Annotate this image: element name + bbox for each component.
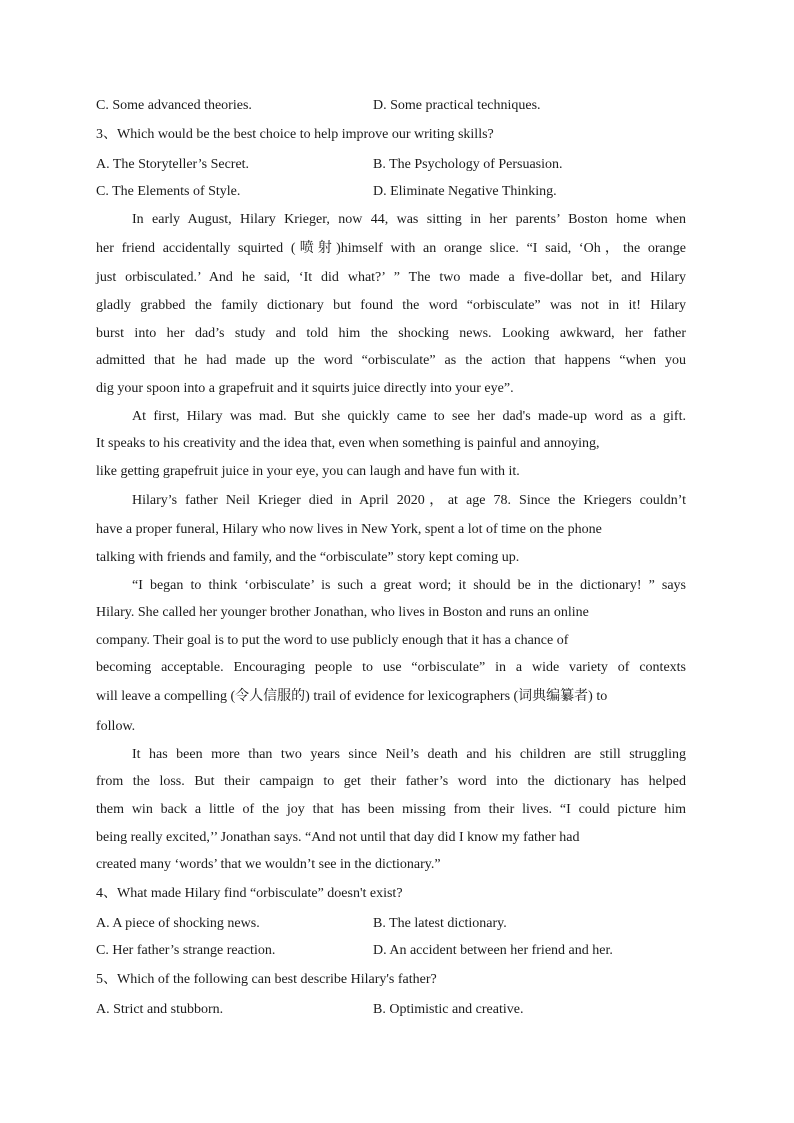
passage-line: It has been more than two years since Neil’s death and his children are still struggling [132,747,686,762]
q4-option-a: A. A piece of shocking news. [96,916,260,931]
q2-option-d: D. Some practical techniques. [373,98,541,113]
passage-line: Hilary. She called her younger brother Jonathan, who lives in Boston and runs an online [96,605,589,620]
passage-line: created many ‘words’ that we wouldn’t see in the dictionary.” [96,857,441,872]
passage-line: becoming acceptable. Encouraging people to use “orbisculate” in a wide variety of contexts [96,660,686,675]
passage-line: In early August, Hilary Krieger, now 44, was sitting in her parents’ Boston home when [132,212,686,227]
passage-line: company. Their goal is to put the word to use publicly enough that it has a chance of [96,633,569,648]
q3-stem: 3、Which would be the best choice to help improve our writing skills? [96,127,494,142]
passage-line: admitted that he had made up the word “orbisculate” as the action that happens “when you [96,353,686,368]
passage-line: from the loss. But their campaign to get their father’s word into the dictionary has helped [96,774,686,789]
passage-line: have a proper funeral, Hilary who now lives in New York, spent a lot of time on the phone [96,522,602,537]
q5-option-a: A. Strict and stubborn. [96,1002,224,1017]
passage-line: dig your spoon into a grapefruit and it squirts juice directly into your eye”. [96,381,514,396]
passage-line: just orbisculated.’ And he said, ‘It did what?’ ” The two made a five-dollar bet, and Hilary [96,270,686,285]
passage-line: her friend accidentally squirted (喷射)himself with an orange slice. “I said, ‘Oh，the orange [96,241,686,256]
passage-line: burst into her dad’s study and told him the shocking news. Looking awkward, her father [96,326,686,341]
q2-option-c: C. Some advanced theories. [96,98,252,113]
q4-option-d: D. An accident between her friend and her. [373,943,613,958]
passage-line: like getting grapefruit juice in your eye, you can laugh and have fun with it. [96,464,520,479]
passage-line: them win back a little of the joy that has been missing from their lives. “I could picture him [96,802,686,817]
passage-line: “I began to think ‘orbisculate’ is such a great word; it should be in the dictionary! ” says [132,578,686,593]
q4-stem: 4、What made Hilary find “orbisculate” doesn't exist? [96,886,403,901]
q5-option-b: B. Optimistic and creative. [373,1002,524,1017]
passage-line: follow. [96,719,136,734]
q4-option-b: B. The latest dictionary. [373,916,507,931]
q3-option-d: D. Eliminate Negative Thinking. [373,184,557,199]
passage-line: talking with friends and family, and the “orbisculate” story kept coming up. [96,550,520,565]
passage-line: being really excited,’’ Jonathan says. “And not until that day did I know my father had [96,830,580,845]
passage-line: At first, Hilary was mad. But she quickly came to see her dad's made-up word as a gift. [132,409,686,424]
passage-line: Hilary’s father Neil Krieger died in April 2020，at age 78. Since the Kriegers couldn’t [132,493,686,508]
q4-option-c: C. Her father’s strange reaction. [96,943,276,958]
passage-line: will leave a compelling (令人信服的) trail of evidence for lexicographers (词典编纂者) to [96,689,608,704]
passage-line: gladly grabbed the family dictionary but found the word “orbisculate” was not in it! Hilary [96,298,686,313]
q3-option-a: A. The Storyteller’s Secret. [96,157,250,172]
q5-stem: 5、Which of the following can best describe Hilary's father? [96,972,437,987]
passage-line: It speaks to his creativity and the idea that, even when something is painful and annoying, [96,436,600,451]
q3-option-b: B. The Psychology of Persuasion. [373,157,563,172]
q3-option-c: C. The Elements of Style. [96,184,241,199]
